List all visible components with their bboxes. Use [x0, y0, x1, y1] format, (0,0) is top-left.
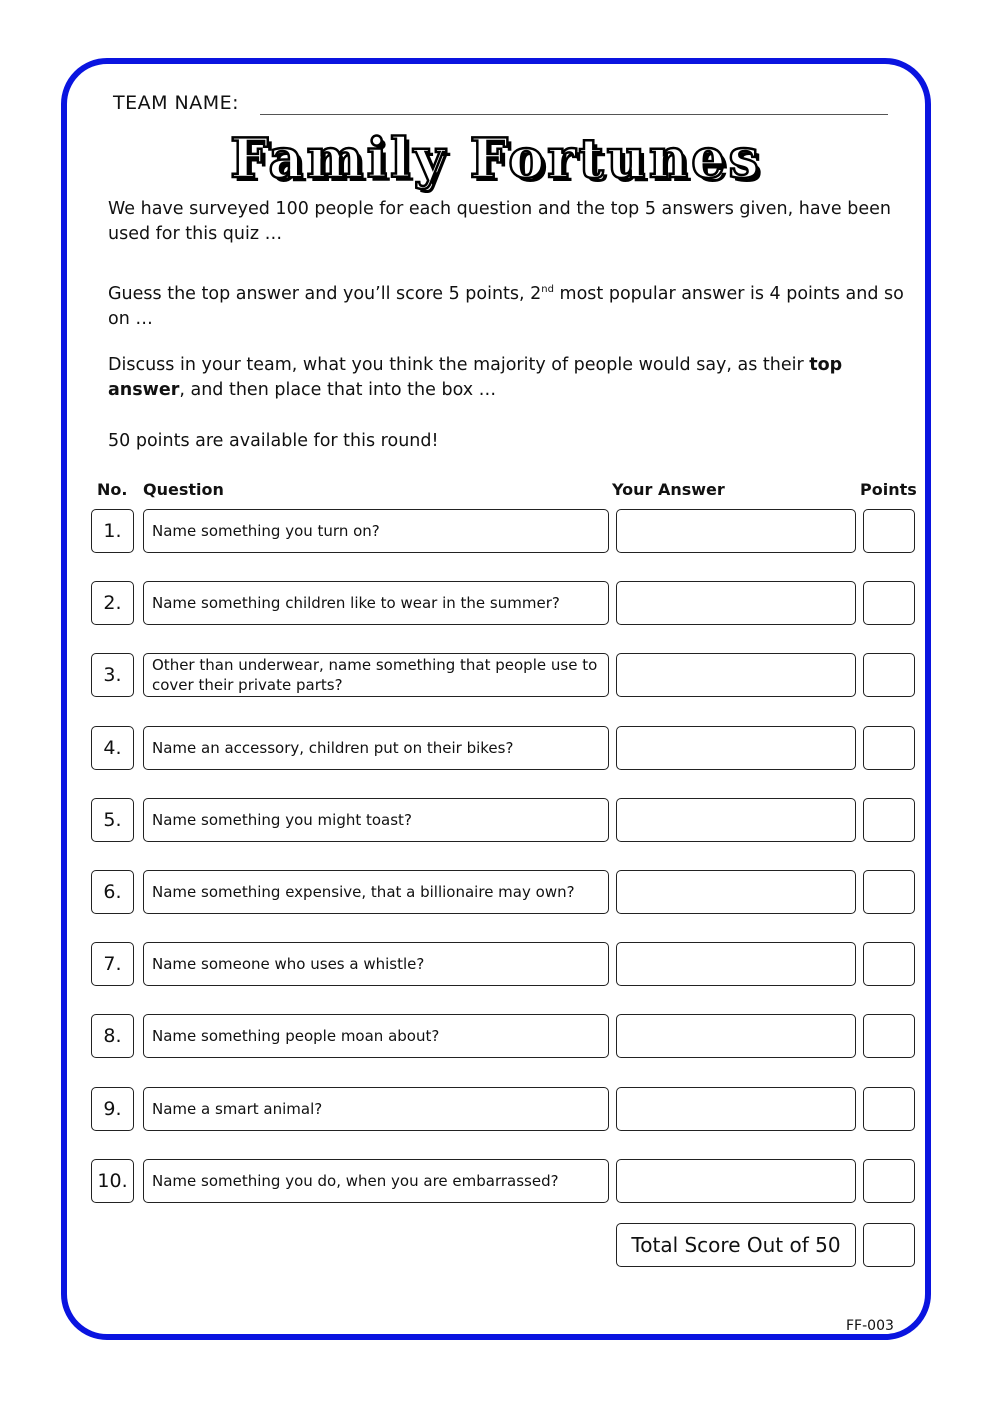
page-border [61, 58, 931, 1340]
points-box[interactable] [863, 509, 915, 553]
points-box[interactable] [863, 1087, 915, 1131]
answer-box[interactable] [616, 942, 856, 986]
question-number: 1. [91, 509, 134, 553]
question-text: Name something expensive, that a billionaire may own? [143, 870, 609, 914]
question-text: Name an accessory, children put on their bikes? [143, 726, 609, 770]
team-name-label: TEAM NAME: [113, 92, 240, 114]
column-header-points: Points [860, 480, 917, 499]
question-text: Name something you turn on? [143, 509, 609, 553]
intro-paragraph-3: Discuss in your team, what you think the majority of people would say, as their top answer, and then place that into the box … [108, 355, 843, 400]
question-text: Name someone who uses a whistle? [143, 942, 609, 986]
points-box[interactable] [863, 942, 915, 986]
intro-paragraph-4: 50 points are available for this round! [108, 431, 439, 451]
points-box[interactable] [863, 798, 915, 842]
question-number: 8. [91, 1014, 134, 1058]
answer-box[interactable] [616, 1087, 856, 1131]
question-text: Name something you might toast? [143, 798, 609, 842]
total-score-box[interactable] [863, 1223, 915, 1267]
question-number: 3. [91, 653, 134, 697]
answer-box[interactable] [616, 798, 856, 842]
column-header-no: No. [97, 480, 128, 499]
question-number: 4. [91, 726, 134, 770]
points-box[interactable] [863, 581, 915, 625]
question-text: Name something you do, when you are embarrassed? [143, 1159, 609, 1203]
answer-box[interactable] [616, 653, 856, 697]
question-text: Name something children like to wear in the summer? [143, 581, 609, 625]
question-text: Name a smart animal? [143, 1087, 609, 1131]
points-box[interactable] [863, 653, 915, 697]
question-number: 7. [91, 942, 134, 986]
points-box[interactable] [863, 870, 915, 914]
question-number: 2. [91, 581, 134, 625]
answer-box[interactable] [616, 726, 856, 770]
answer-box[interactable] [616, 1014, 856, 1058]
question-text: Other than underwear, name something that people use to cover their private parts? [143, 653, 609, 697]
team-name-row [113, 92, 888, 116]
page-title: Family Fortunes [230, 126, 762, 190]
answer-box[interactable] [616, 581, 856, 625]
points-box[interactable] [863, 1014, 915, 1058]
question-number: 5. [91, 798, 134, 842]
sheet-code: FF-003 [846, 1318, 894, 1334]
column-header-question: Question [143, 480, 224, 499]
points-box[interactable] [863, 1159, 915, 1203]
intro-paragraph-1: We have surveyed 100 people for each question and the top 5 answers given, have been used for this quiz … [108, 199, 891, 244]
team-name-field[interactable] [260, 114, 888, 115]
total-score-label: Total Score Out of 50 [616, 1223, 856, 1267]
question-number: 10. [91, 1159, 134, 1203]
answer-box[interactable] [616, 1159, 856, 1203]
question-number: 9. [91, 1087, 134, 1131]
answer-box[interactable] [616, 509, 856, 553]
points-box[interactable] [863, 726, 915, 770]
question-text: Name something people moan about? [143, 1014, 609, 1058]
question-number: 6. [91, 870, 134, 914]
column-header-answer: Your Answer [612, 480, 725, 499]
intro-paragraph-2: Guess the top answer and you’ll score 5 points, 2nd most popular answer is 4 points and so on … [108, 283, 904, 329]
answer-box[interactable] [616, 870, 856, 914]
